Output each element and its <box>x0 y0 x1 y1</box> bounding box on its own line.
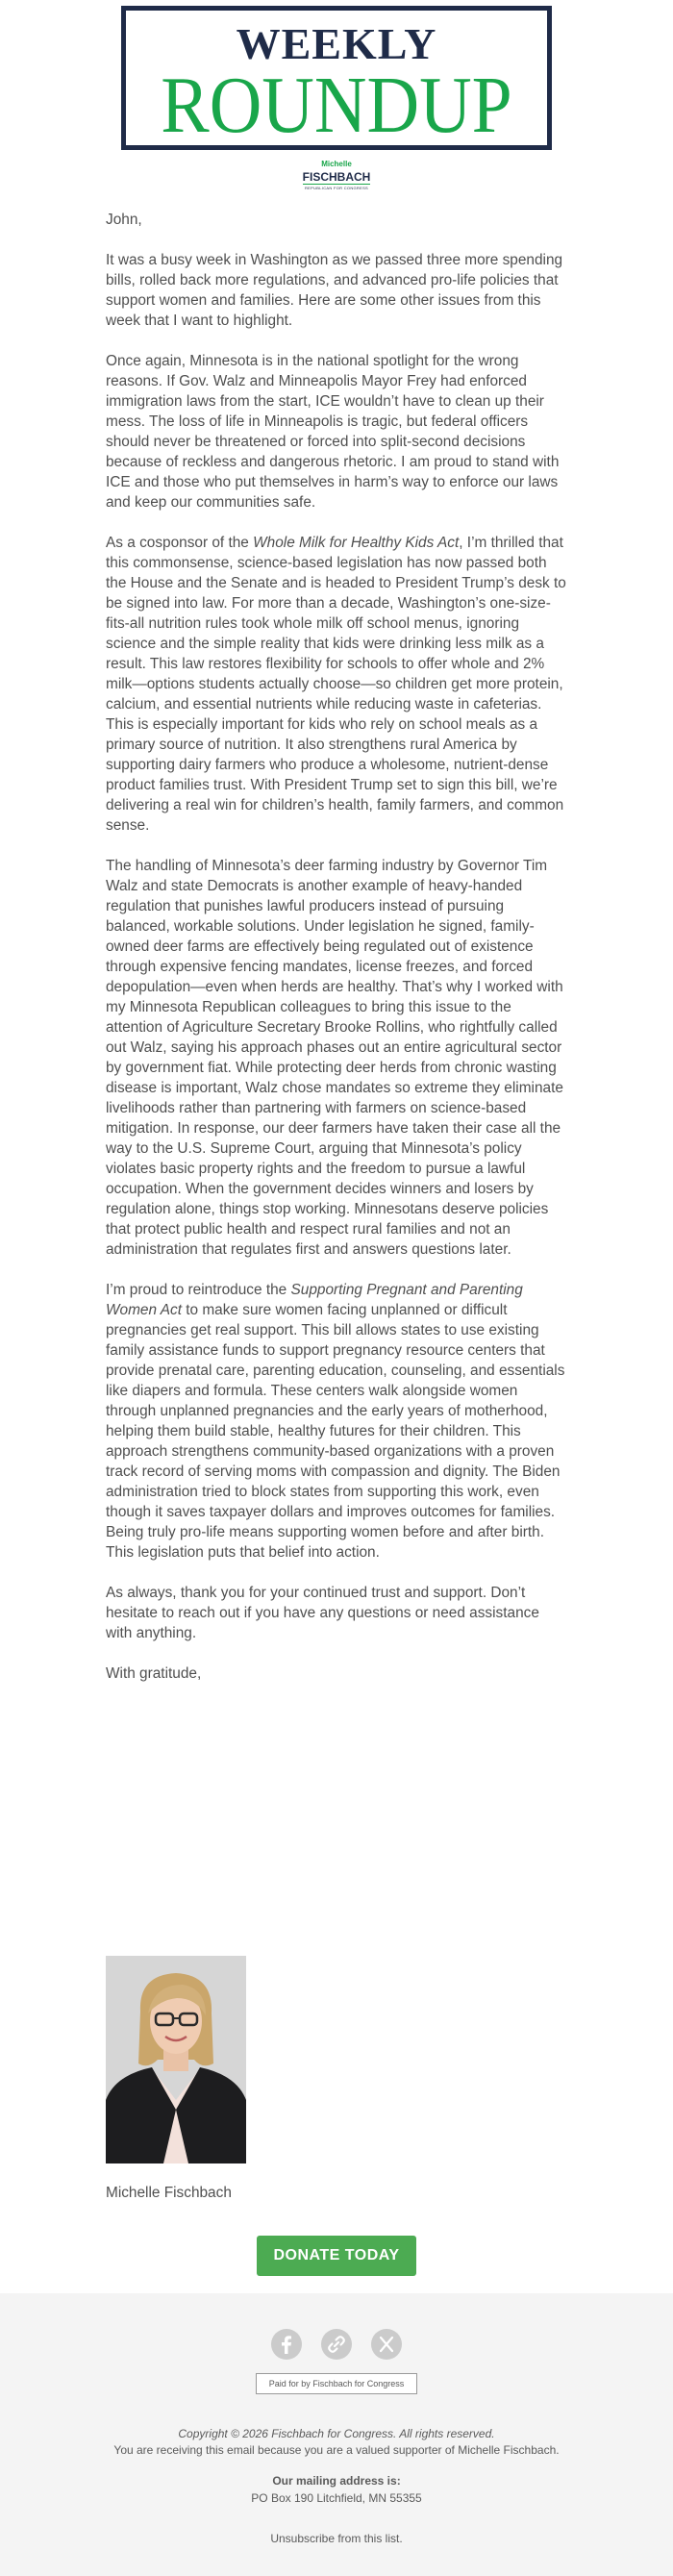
donate-button[interactable]: DONATE TODAY <box>257 2236 416 2276</box>
email-footer <box>0 2293 673 2576</box>
paid-for-disclaimer: Paid for by Fischbach for Congress <box>256 2373 417 2394</box>
paragraph-text: I’m proud to reintroduce the <box>106 1282 291 1298</box>
portrait-photo <box>106 1956 246 2163</box>
logo-first-name: Michelle <box>321 160 352 168</box>
mailing-address-block <box>0 2472 673 2507</box>
bill-title: Whole Milk for Healthy Kids Act <box>253 535 460 551</box>
paragraph-thanks: As always, thank you for your continued trust and support. Don’t hesitate to reach out if you have any questions or need assistance with anything. <box>106 1585 539 1641</box>
link-icon[interactable] <box>321 2329 352 2360</box>
greeting: John, <box>106 212 142 228</box>
paragraph-whole-milk <box>106 533 567 836</box>
weekly-roundup-banner <box>121 6 552 150</box>
paragraph-intro: It was a busy week in Washington as we passed three more spending bills, rolled back more regulations, and advanced pro-life policies that support women and families. Here are some other issues from this week that I want to highlight. <box>106 252 563 329</box>
x-icon[interactable] <box>371 2329 402 2360</box>
paragraph-minneapolis-ice: Once again, Minnesota is in the national spotlight for the wrong reasons. If Gov. Walz and Minneapolis Mayor Frey had enforced immigration laws from the start, ICE wouldn’t have to clean up their mess. The loss of life in Minneapolis is tragic, but federal officers should never be threatened or forced into split-second decisions because of reckless and dangerous rhetoric. I am proud to stand with ICE and those who put themselves in harm’s way to enforce our laws and keep our communities safe. <box>106 353 560 511</box>
receiving-reason: You are receiving this email because you are a valued supporter of Michelle Fischbach. <box>113 2443 560 2457</box>
paragraph-text: , I’m thrilled that this commonsense, science-based legislation has now passed both the House and the Senate and is headed to President Trump’s desk to be signed into law. For more than a decade, Washington’s one-size-fits-all nutrition rules took whole milk off school menus, ignoring science and the simple reality that kids were drinking less milk as a result. This law restores flexibility for schools to offer whole and 2% milk—options students actually choose—so children get more protein, calcium, and essential nutrients while reducing waste in cafeterias. This is especially important for kids who rely on school meals as a primary source of nutrition. It also strengthens rural America by supporting dairy farmers who produce a wholesome, nutrient-dense product families trust. With President Trump set to sign this bill, we’re delivering a real win for children’s health, family farmers, and common sense. <box>106 535 566 834</box>
paragraph-text: As a cosponsor of the <box>106 535 254 551</box>
email-body <box>106 210 567 1704</box>
logo-subtitle: REPUBLICAN FOR CONGRESS <box>304 186 369 190</box>
logo-last-name: FISCHBACH <box>302 170 371 184</box>
paragraph-deer-farming: The handling of Minnesota’s deer farming industry by Governor Tim Walz and state Democrats is another example of heavy-handed regulation that punishes lawful producers instead of pursuing balanced, workable solutions. Under legislation he signed, family-owned deer farms are effectively being regulated out of existence through expensive fencing mandates, license freezes, and forced depopulation—even when herds are healthy. That’s why I worked with my Minnesota Republican colleagues to bring this issue to the attention of Agriculture Secretary Brooke Rollins, who rightfully called out Walz, saying his approach phases out an entire agricultural sector by government fiat. While protecting deer herds from chronic wasting disease is important, Walz chose mandates so extreme they eliminate livelihoods rather than partnering with farmers on science-based mitigation. In response, our deer farmers have taken their case all the way to the U.S. Supreme Court, arguing that Minnesota’s policy violates basic property rights and the freedom to pursue a lawful occupation. When the government decides winners and losers by regulation alone, things stop working. Minnesotans deserve policies that protect public health and respect rural families and not an administration that regulates first and answers questions later. <box>106 858 563 1258</box>
facebook-icon[interactable] <box>271 2329 302 2360</box>
mailing-label: Our mailing address is: <box>272 2474 401 2488</box>
signature-name: Michelle Fischbach <box>106 2185 232 2201</box>
closing: With gratitude, <box>106 1665 202 1682</box>
copyright-text: Copyright © 2026 Fischbach for Congress. All rights reserved. <box>178 2427 495 2440</box>
banner-title-weekly: WEEKLY <box>236 19 437 68</box>
paragraph-pregnant-women-act <box>106 1280 567 1563</box>
portrait-illustration <box>106 1956 246 2163</box>
bill-title: Supporting Pregnant and Parenting Women Act <box>106 1282 523 1318</box>
social-links <box>0 2329 673 2360</box>
unsubscribe <box>0 2532 673 2545</box>
copyright-block <box>0 2426 673 2459</box>
mailing-address: PO Box 190 Litchfield, MN 55355 <box>251 2491 422 2505</box>
banner-title-roundup: ROUNDUP <box>161 61 512 150</box>
unsubscribe-link[interactable]: Unsubscribe from this list. <box>270 2532 403 2545</box>
fischbach-logo <box>288 160 385 191</box>
paragraph-text: to make sure women facing unplanned or difficult pregnancies get real support. This bill allows states to use existing family assistance funds to support pregnancy resource centers that provide prenatal care, parenting education, counseling, and essentials like diapers and formula. These centers walk alongside women through unplanned pregnancies and the early years of motherhood, helping them build stable, healthy futures for their children. This approach strengthens community-based organizations with a proven track record of serving moms with compassion and dignity. The Biden administration tried to block states from supporting this work, even though it saves taxpayer dollars and improves outcomes for families. Being truly pro-life means supporting women before and after birth. This legislation puts that belief into action. <box>106 1302 565 1561</box>
